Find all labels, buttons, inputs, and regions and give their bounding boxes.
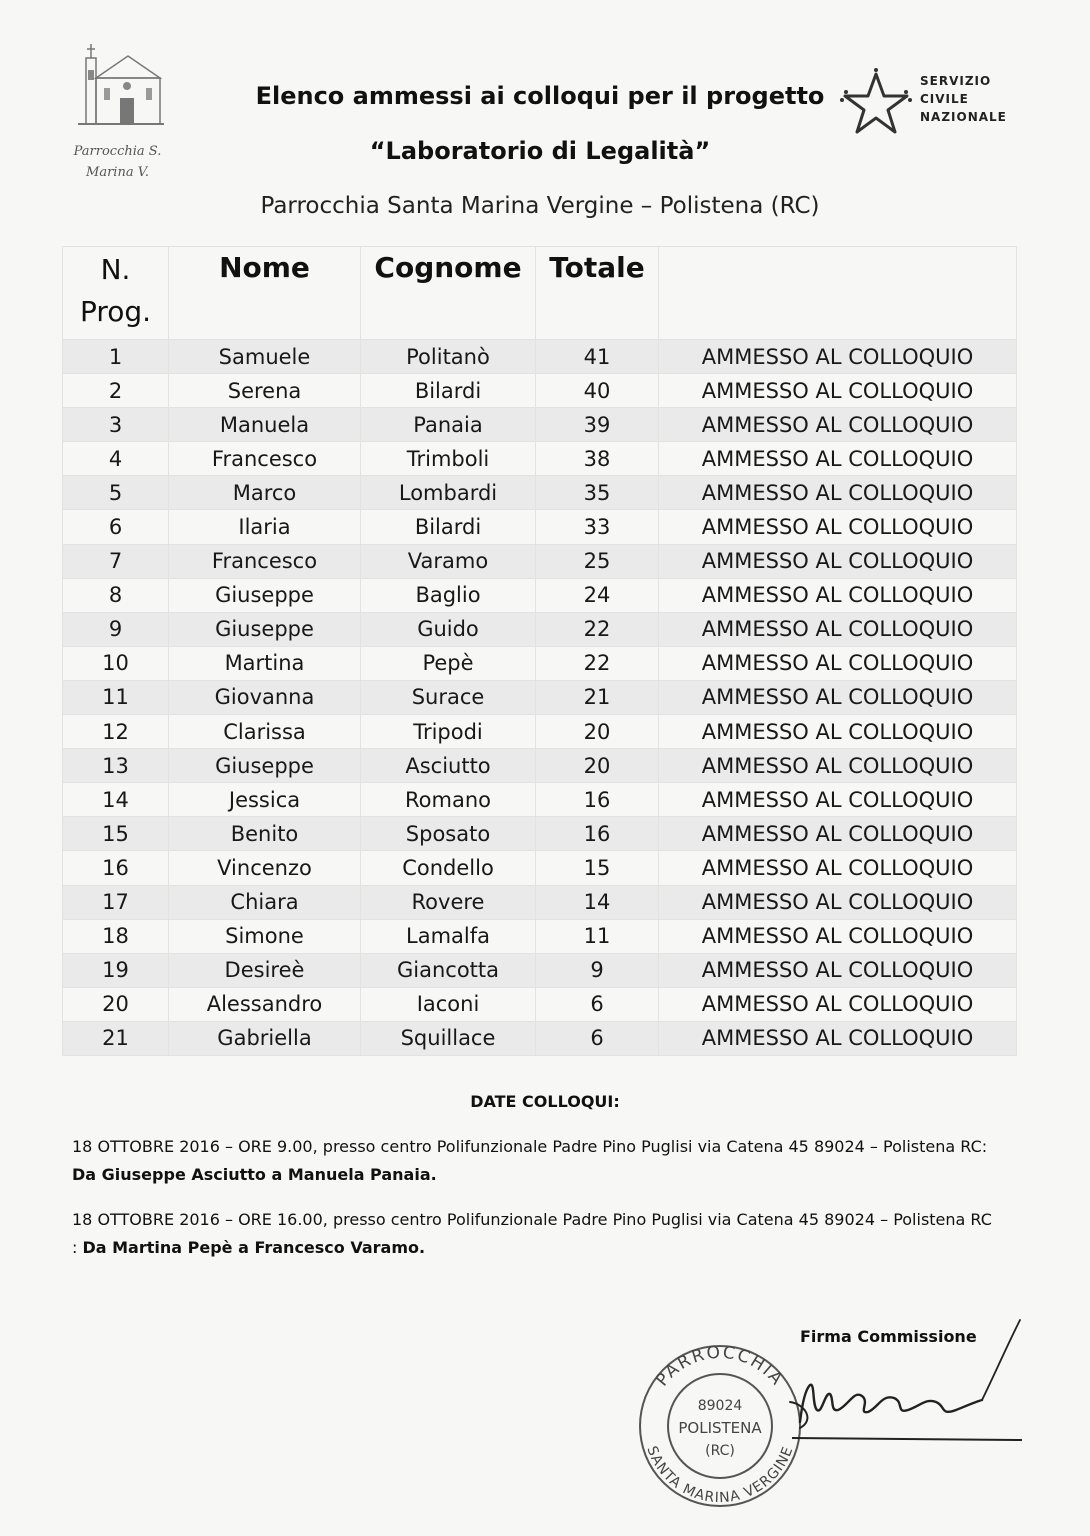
cell-cognome: Trimboli [361, 442, 536, 476]
table-row [63, 987, 1017, 1021]
table-row [63, 919, 1017, 953]
scn-text-line1: SERVIZIO [920, 74, 992, 88]
column-header-cognome: Cognome [361, 247, 536, 340]
cell-totale: 16 [536, 817, 659, 851]
table-row [63, 749, 1017, 783]
table-row [63, 578, 1017, 612]
date-item-2-text: 18 OTTOBRE 2016 – ORE 16.00, presso centro Polifunzionale Padre Pino Puglisi via Catena 45 89024 – Polistena RC : [72, 1210, 992, 1257]
cell-totale: 20 [536, 715, 659, 749]
parish-caption [60, 141, 175, 183]
stamp-line1: 89024 [697, 1398, 743, 1414]
cell-cognome: Baglio [361, 578, 536, 612]
cell-esito: AMMESSO AL COLLOQUIO [659, 715, 1017, 749]
table-row [63, 715, 1017, 749]
cell-esito: AMMESSO AL COLLOQUIO [659, 987, 1017, 1021]
cell-n: 16 [63, 851, 169, 885]
table-row [63, 646, 1017, 680]
cell-esito: AMMESSO AL COLLOQUIO [659, 680, 1017, 714]
cell-cognome: Condello [361, 851, 536, 885]
parish-caption-line2: Marina V. [86, 165, 149, 180]
cell-cognome: Lombardi [361, 476, 536, 510]
table-row [63, 817, 1017, 851]
table-row [63, 885, 1017, 919]
cell-cognome: Sposato [361, 817, 536, 851]
cell-totale: 20 [536, 749, 659, 783]
cell-n: 21 [63, 1021, 169, 1055]
column-header-esito [659, 247, 1017, 340]
cell-esito: AMMESSO AL COLLOQUIO [659, 783, 1017, 817]
cell-totale: 21 [536, 680, 659, 714]
cell-cognome: Bilardi [361, 374, 536, 408]
cell-cognome: Tripodi [361, 715, 536, 749]
column-header-prog-line1: N. [100, 253, 131, 286]
document-title-line2: “Laboratorio di Legalità” [369, 137, 711, 165]
cell-esito: AMMESSO AL COLLOQUIO [659, 851, 1017, 885]
cell-nome: Marco [169, 476, 361, 510]
cell-esito: AMMESSO AL COLLOQUIO [659, 578, 1017, 612]
cell-esito: AMMESSO AL COLLOQUIO [659, 919, 1017, 953]
cell-nome: Giovanna [169, 680, 361, 714]
cell-n: 1 [63, 340, 169, 374]
cell-n: 9 [63, 612, 169, 646]
cell-totale: 38 [536, 442, 659, 476]
cell-nome: Giuseppe [169, 749, 361, 783]
table-row [63, 442, 1017, 476]
column-header-totale: Totale [536, 247, 659, 340]
cell-cognome: Surace [361, 680, 536, 714]
date-item-1-range: Da Giuseppe Asciutto a Manuela Panaia. [72, 1165, 437, 1184]
cell-totale: 24 [536, 578, 659, 612]
column-header-prog [63, 247, 169, 340]
firma-label: Firma Commissione [800, 1327, 977, 1346]
cell-cognome: Giancotta [361, 953, 536, 987]
cell-nome: Samuele [169, 340, 361, 374]
cell-nome: Gabriella [169, 1021, 361, 1055]
cell-cognome: Rovere [361, 885, 536, 919]
cell-esito: AMMESSO AL COLLOQUIO [659, 612, 1017, 646]
cell-cognome: Romano [361, 783, 536, 817]
cell-esito: AMMESSO AL COLLOQUIO [659, 374, 1017, 408]
cell-totale: 22 [536, 612, 659, 646]
cell-nome: Alessandro [169, 987, 361, 1021]
cell-n: 7 [63, 544, 169, 578]
cell-n: 10 [63, 646, 169, 680]
cell-totale: 33 [536, 510, 659, 544]
cell-nome: Giuseppe [169, 612, 361, 646]
cell-esito: AMMESSO AL COLLOQUIO [659, 1021, 1017, 1055]
cell-n: 14 [63, 783, 169, 817]
cell-totale: 14 [536, 885, 659, 919]
cell-nome: Clarissa [169, 715, 361, 749]
cell-cognome: Squillace [361, 1021, 536, 1055]
cell-n: 5 [63, 476, 169, 510]
church-logo-icon [70, 40, 170, 130]
stamp-top-text: PARROCCHIA [652, 1342, 788, 1391]
stamp-line3: (RC) [705, 1443, 735, 1459]
cell-esito: AMMESSO AL COLLOQUIO [659, 749, 1017, 783]
cell-nome: Vincenzo [169, 851, 361, 885]
dates-title: DATE COLLOQUI: [470, 1092, 620, 1111]
cell-n: 11 [63, 680, 169, 714]
cell-totale: 22 [536, 646, 659, 680]
date-item-2-range: Da Martina Pepè a Francesco Varamo. [82, 1238, 426, 1257]
date-item-1 [72, 1133, 1002, 1189]
cell-totale: 39 [536, 408, 659, 442]
cell-esito: AMMESSO AL COLLOQUIO [659, 408, 1017, 442]
cell-n: 19 [63, 953, 169, 987]
table-row [63, 374, 1017, 408]
stamp-line2: POLISTENA [678, 1419, 762, 1437]
star-logo-icon [840, 66, 912, 138]
cell-cognome: Pepè [361, 646, 536, 680]
scn-logo-text [920, 72, 1007, 126]
cell-nome: Francesco [169, 442, 361, 476]
cell-nome: Benito [169, 817, 361, 851]
stamp-bottom-text: SANTA MARINA VERGINE [643, 1444, 797, 1507]
cell-nome: Jessica [169, 783, 361, 817]
date-item-2 [72, 1206, 1002, 1262]
cell-esito: AMMESSO AL COLLOQUIO [659, 476, 1017, 510]
table-row [63, 851, 1017, 885]
cell-totale: 41 [536, 340, 659, 374]
signature-icon [770, 1310, 1030, 1454]
cell-n: 17 [63, 885, 169, 919]
cell-cognome: Asciutto [361, 749, 536, 783]
table-row [63, 340, 1017, 374]
table-row [63, 953, 1017, 987]
cell-n: 4 [63, 442, 169, 476]
svg-text:PARROCCHIA [652, 1343, 787, 1391]
cell-esito: AMMESSO AL COLLOQUIO [659, 544, 1017, 578]
cell-esito: AMMESSO AL COLLOQUIO [659, 646, 1017, 680]
cell-nome: Giuseppe [169, 578, 361, 612]
scn-text-line2: CIVILE [920, 92, 969, 106]
cell-esito: AMMESSO AL COLLOQUIO [659, 510, 1017, 544]
date-item-1-text: 18 OTTOBRE 2016 – ORE 9.00, presso centro Polifunzionale Padre Pino Puglisi via Catena 45 89024 – Polistena RC: [72, 1137, 988, 1156]
cell-totale: 15 [536, 851, 659, 885]
cell-totale: 16 [536, 783, 659, 817]
cell-n: 8 [63, 578, 169, 612]
cell-nome: Manuela [169, 408, 361, 442]
cell-esito: AMMESSO AL COLLOQUIO [659, 885, 1017, 919]
scn-text-line3: NAZIONALE [920, 110, 1007, 124]
cell-totale: 6 [536, 987, 659, 1021]
cell-nome: Serena [169, 374, 361, 408]
cell-totale: 6 [536, 1021, 659, 1055]
document-subtitle: Parrocchia Santa Marina Vergine – Polistena (RC) [260, 193, 820, 219]
table-row [63, 544, 1017, 578]
cell-n: 15 [63, 817, 169, 851]
cell-nome: Desireè [169, 953, 361, 987]
cell-nome: Simone [169, 919, 361, 953]
cell-esito: AMMESSO AL COLLOQUIO [659, 442, 1017, 476]
cell-esito: AMMESSO AL COLLOQUIO [659, 340, 1017, 374]
cell-cognome: Bilardi [361, 510, 536, 544]
cell-cognome: Politanò [361, 340, 536, 374]
cell-n: 13 [63, 749, 169, 783]
column-header-nome: Nome [169, 247, 361, 340]
cell-n: 12 [63, 715, 169, 749]
admissions-table [62, 246, 1017, 1056]
cell-nome: Martina [169, 646, 361, 680]
cell-n: 6 [63, 510, 169, 544]
column-header-prog-line2: Prog. [79, 295, 152, 328]
table-row [63, 510, 1017, 544]
cell-cognome: Iaconi [361, 987, 536, 1021]
table-header-row [63, 247, 1017, 340]
cell-esito: AMMESSO AL COLLOQUIO [659, 953, 1017, 987]
table-row [63, 1021, 1017, 1055]
parish-caption-line1: Parrocchia S. [73, 144, 162, 159]
cell-totale: 25 [536, 544, 659, 578]
table-row [63, 783, 1017, 817]
cell-totale: 9 [536, 953, 659, 987]
table-row [63, 408, 1017, 442]
cell-nome: Francesco [169, 544, 361, 578]
cell-n: 20 [63, 987, 169, 1021]
table-row [63, 680, 1017, 714]
cell-totale: 35 [536, 476, 659, 510]
cell-totale: 11 [536, 919, 659, 953]
cell-nome: Chiara [169, 885, 361, 919]
cell-cognome: Varamo [361, 544, 536, 578]
cell-cognome: Panaia [361, 408, 536, 442]
cell-n: 2 [63, 374, 169, 408]
cell-totale: 40 [536, 374, 659, 408]
cell-nome: Ilaria [169, 510, 361, 544]
cell-n: 3 [63, 408, 169, 442]
cell-n: 18 [63, 919, 169, 953]
cell-esito: AMMESSO AL COLLOQUIO [659, 817, 1017, 851]
document-title-line1: Elenco ammessi ai colloqui per il progetto [255, 82, 825, 110]
cell-cognome: Lamalfa [361, 919, 536, 953]
table-row [63, 612, 1017, 646]
table-row [63, 476, 1017, 510]
cell-cognome: Guido [361, 612, 536, 646]
